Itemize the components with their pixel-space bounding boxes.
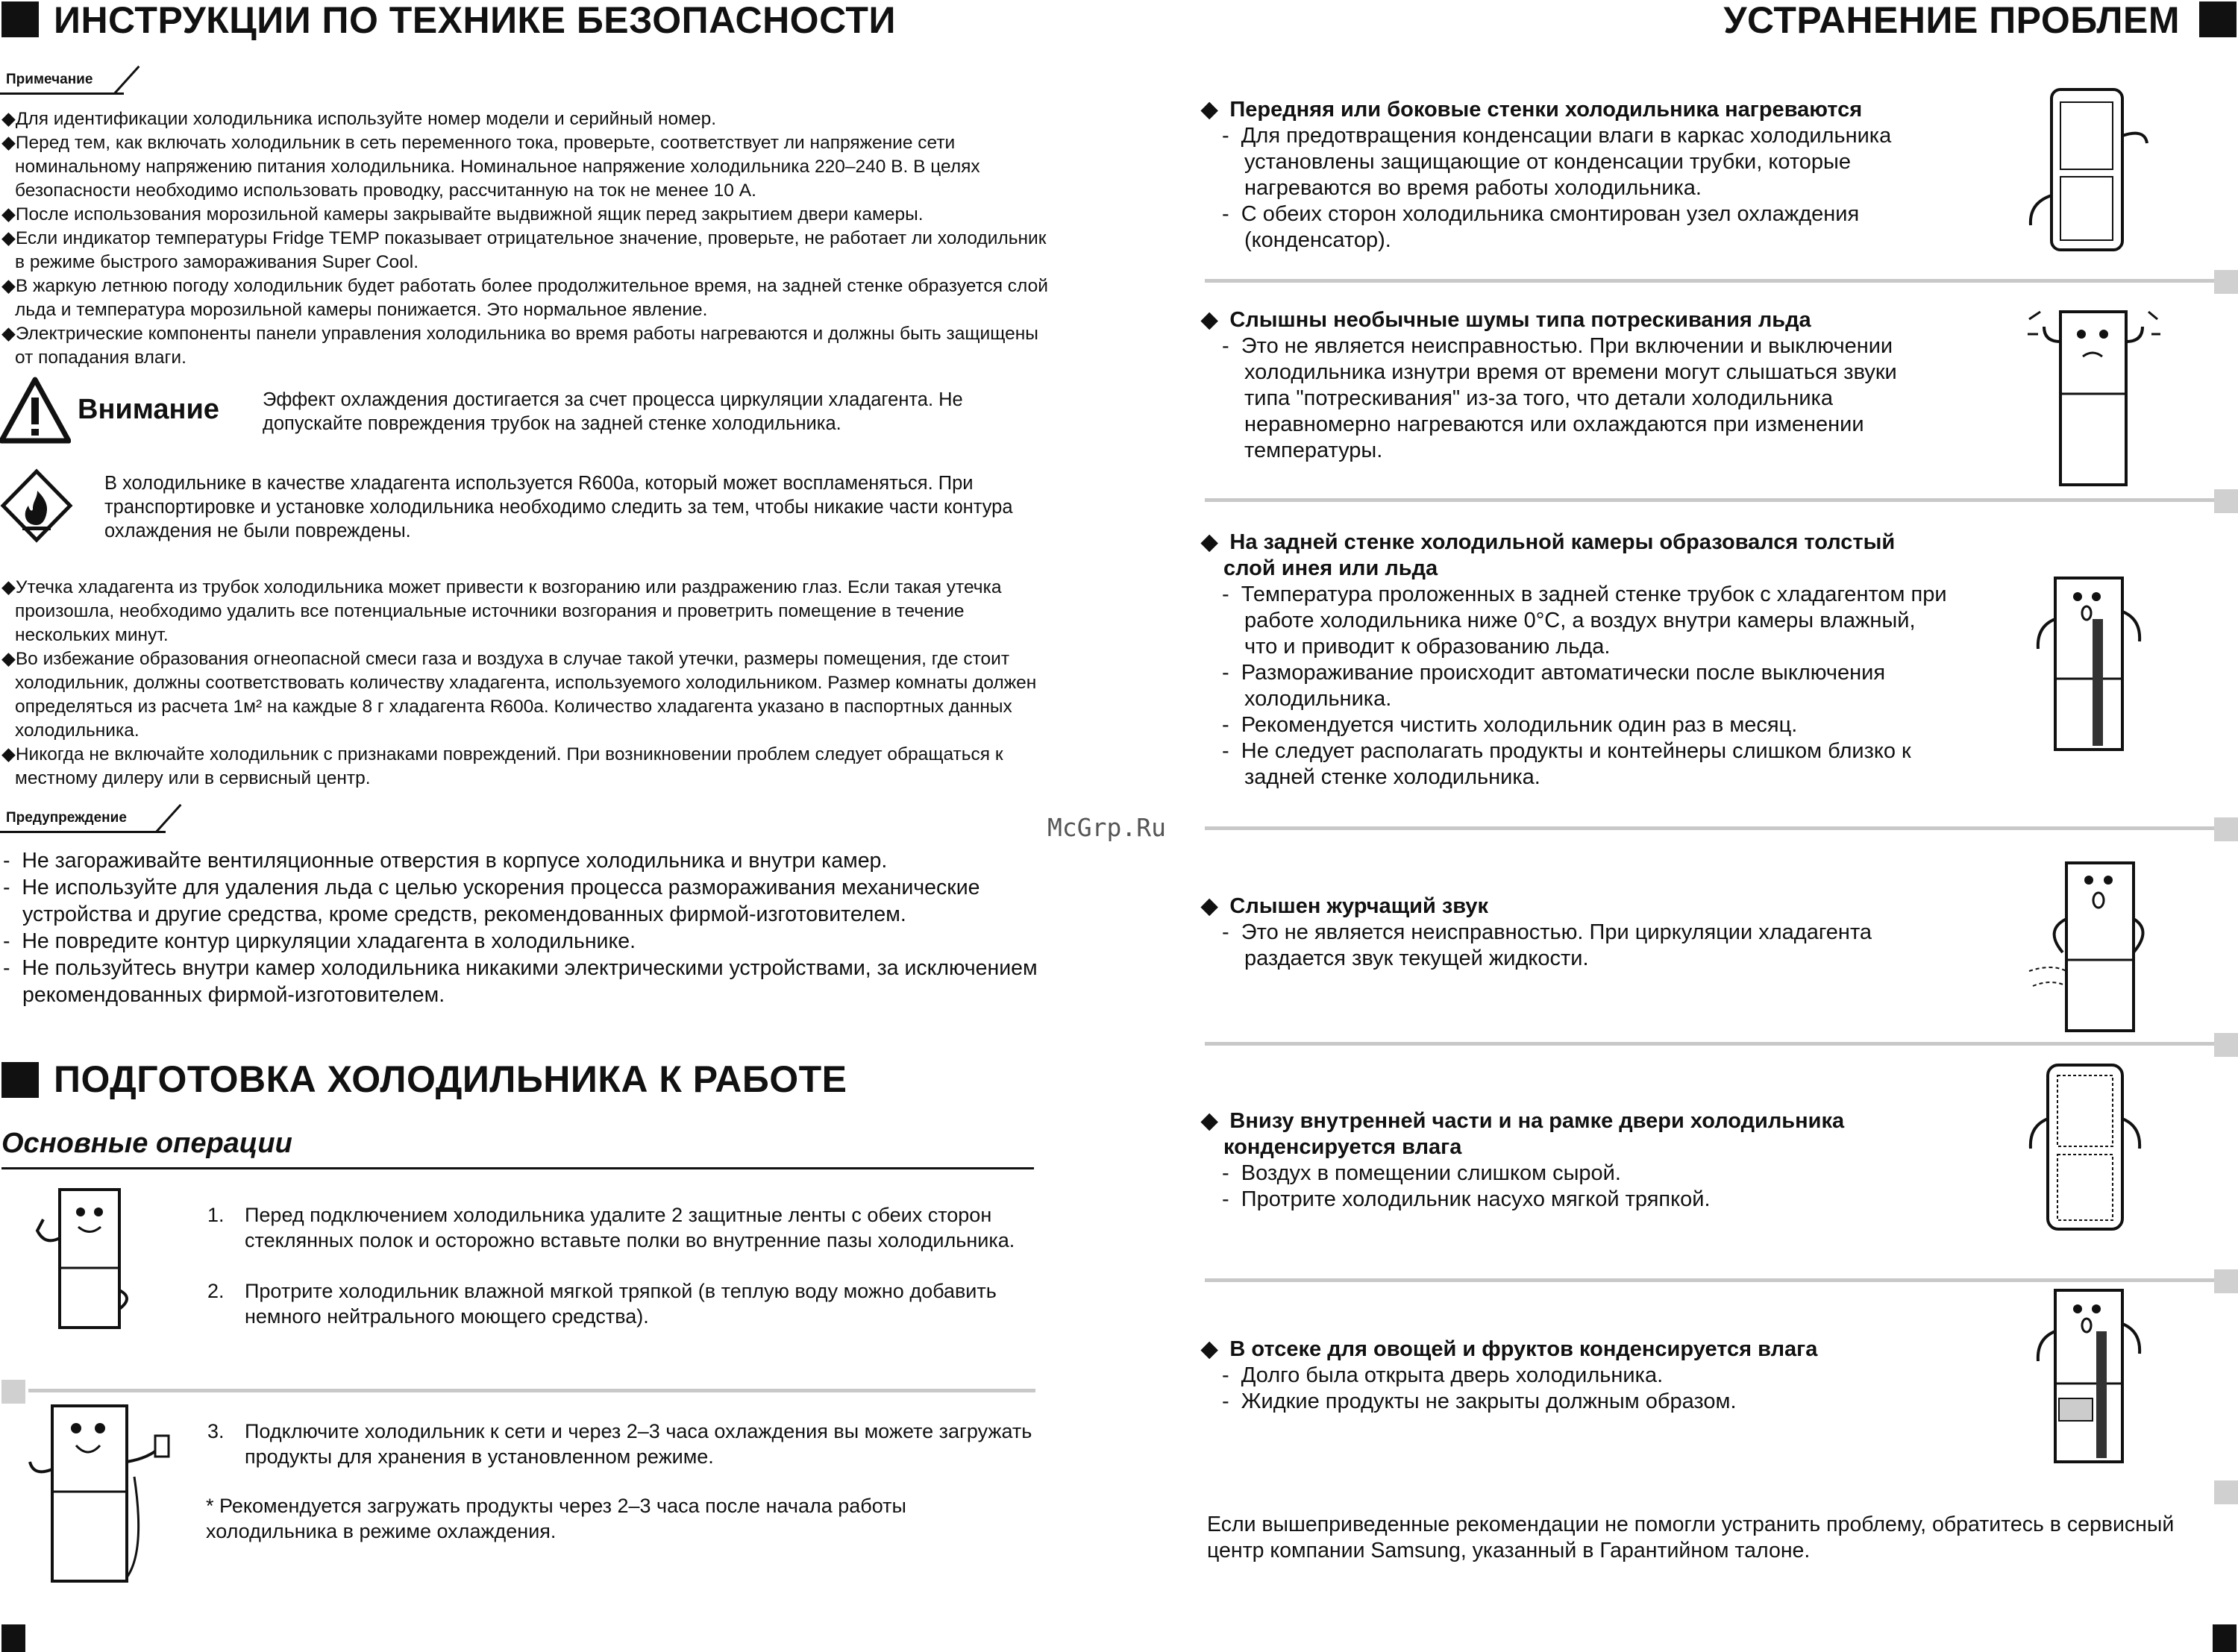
fridge-earplugs-icon [2014, 297, 2163, 491]
refrigerant-list [1, 576, 1061, 791]
note-item: ◆После использования морозильной камеры закрывайте выдвижной ящик перед закрытием двери камеры. [1, 204, 924, 224]
attention-text: Эффект охлаждения достигается за счет процесса циркуляции хладагента. Не допускайте повреждения трубок на задней стенке холодильника. [263, 389, 963, 434]
problem-line: - Рекомендуется чистить холодильник один раз в месяц. [1222, 713, 1798, 737]
closing-text: Если вышеприведенные рекомендации не помогли устранить проблему, обратитесь в сервисный центр компании Samsung, указанный в Гарантийном талоне. [1207, 1513, 2175, 1563]
refrigerant-item: ◆Утечка хладагента из трубок холодильника может привести к возгоранию или раздражению глаз. Если такая утечка произошла, необходимо удалить все потенциальные источники возгорания и проветрить помещение в течение нескольких минут. [1, 577, 1002, 645]
problem-block [1201, 893, 1947, 972]
problem-block [1201, 97, 1947, 254]
step-item: 3. Подключите холодильник к сети и через 2–3 часа охлаждения вы можете загружать продукты для хранения в установленном режиме. [207, 1420, 1032, 1468]
problem-line: - Долго была открыта дверь холодильника. [1222, 1363, 1664, 1387]
problem-divider [1205, 1278, 2216, 1282]
flammable-icon [0, 468, 73, 543]
page-marker [2214, 270, 2238, 294]
footnote: * Рекомендуется загружать продукты через 2–3 часа после начала работы холодильника в режиме охлаждения. [206, 1495, 906, 1542]
problem-line: - Протрите холодильник насухо мягкой тряпкой. [1222, 1187, 1711, 1211]
step-divider [28, 1389, 1035, 1392]
problem-block [1201, 530, 1947, 791]
steps-group-1 [207, 1202, 1058, 1329]
attention-label: Внимание [78, 394, 219, 425]
note-label: Примечание [0, 66, 124, 95]
problem-divider [1205, 279, 2216, 283]
problem-title: ◆ Слышен журчащий звук [1201, 894, 1489, 918]
refrigerant-item: ◆Во избежание образования огнеопасной смеси газа и воздуха в случае такой утечки, размеры помещения, где стоит холодильник, должны соответствовать количеству хладагента, используемого холодильником. Размер комнаты должен определяться из расчета 1м² на каждые 8 г хладагента R600a. Количество хладагента указано в паспортных данных холодильника. [1, 649, 1037, 741]
note-item: ◆Электрические компоненты панели управления холодильника во время работы нагреваются и должны быть защищены от попадания влаги. [1, 324, 1038, 368]
watermark: McGrp.Ru [1047, 813, 1166, 842]
page-marker [2214, 489, 2238, 513]
problem-block [1201, 307, 1947, 464]
problem-line: - Размораживание происходит автоматически после выключения холодильника. [1222, 661, 1886, 711]
page-marker [2214, 817, 2238, 841]
problem-divider [1205, 1042, 2216, 1046]
problem-block [1201, 1337, 1947, 1415]
steps-group-2 [207, 1419, 1058, 1469]
fridge-surprised-icon [2022, 574, 2156, 753]
problem-divider [1205, 826, 2216, 830]
section-marker [2199, 1, 2237, 37]
fridge-gurgle-icon [2022, 859, 2156, 1034]
problem-line: - Это не является неисправностью. При циркуляции хладагента раздается звук текущей жидкости. [1222, 920, 1872, 970]
problem-line: - С обеих сторон холодильника смонтирован узел охлаждения (конденсатор). [1222, 202, 1860, 252]
fridge-plug-icon [22, 1402, 172, 1589]
flammable-text: В холодильнике в качестве хладагента используется R600a, который может воспламеняться. При транспортировке и установке холодильника необходимо следить за тем, чтобы никакие части контура охлаждения не были повреждены. [104, 473, 1013, 541]
fridge-shrug-icon [2022, 84, 2156, 255]
warning-triangle-icon [0, 377, 71, 444]
note-item: ◆Перед тем, как включать холодильник в сеть переменного тока, проверьте, соответствует ли напряжение сети номинальному напряжению питания холодильника. Номинальное напряжение холодильника 220–240 В. В целях безопасности необходимо использовать проводку, рассчитанную на ток не менее 10 А. [1, 133, 980, 201]
troubleshooting-title: УСТРАНЕНИЕ ПРОБЛЕМ [1723, 0, 2180, 41]
fridge-open-icon [2014, 1059, 2156, 1234]
basic-ops-underline [1, 1167, 1034, 1169]
warning-item: - Не используйте для удаления льда с целью ускорения процесса размораживания механические устройства и другие средства, кроме средств, рекомендованных фирмой-изготовителем. [3, 876, 980, 926]
note-list [1, 107, 1061, 370]
note-item: ◆В жаркую летнюю погоду холодильник будет работать более продолжительное время, на задней стенке образуется слой льда и температура морозильной камеры понижается. Это нормальное явление. [1, 276, 1048, 320]
problem-block [1201, 1108, 1947, 1213]
problem-line: - Температура проложенных в задней стенке трубок с хладагентом при работе холодильника ниже 0°C, а воздух внутри камеры влажный, что и приводит к образованию льда. [1222, 582, 1947, 659]
note-item: ◆Если индикатор температуры Fridge TEMP показывает отрицательное значение, проверьте, не работает ли холодильник в режиме быстрого замораживания Super Cool. [1, 228, 1047, 272]
refrigerant-item: ◆Никогда не включайте холодильник с признаками повреждений. При возникновении проблем следует обращаться к местному дилеру или в сервисный центр. [1, 744, 1003, 788]
problem-title: ◆ На задней стенке холодильной камеры образовался толстый слой инея или льда [1201, 530, 1896, 580]
safety-title: ИНСТРУКЦИИ ПО ТЕХНИКЕ БЕЗОПАСНОСТИ [54, 0, 896, 41]
section-marker [1, 1, 39, 37]
prep-title: ПОДГОТОВКА ХОЛОДИЛЬНИКА К РАБОТЕ [54, 1058, 847, 1100]
note-item: ◆Для идентификации холодильника используйте номер модели и серийный номер. [1, 109, 717, 129]
problem-line: - Воздух в помещении слишком сырой. [1222, 1161, 1621, 1185]
fridge-vegetable-icon [2022, 1287, 2156, 1466]
warning-item: - Не повредите контур циркуляции хладагента в холодильнике. [3, 929, 636, 953]
problem-title: ◆ В отсеке для овощей и фруктов конденсируется влага [1201, 1337, 1818, 1361]
page-marker [2214, 1480, 2238, 1504]
warning-item: - Не загораживайте вентиляционные отверстия в корпусе холодильника и внутри камер. [3, 849, 888, 873]
problem-line: - Для предотвращения конденсации влаги в каркас холодильника установлены защищающие от конденсации трубки, которые нагреваются во время работы холодильника. [1222, 124, 1892, 200]
problem-title: ◆ Передняя или боковые стенки холодильника нагреваются [1201, 98, 1863, 122]
page-marker [2214, 1033, 2238, 1057]
section-marker [1, 1062, 39, 1098]
fridge-thumbsup-icon [30, 1186, 142, 1335]
problem-title: ◆ Внизу внутренней части и на рамке двери холодильника конденсируется влага [1201, 1109, 1845, 1159]
warning-item: - Не пользуйтесь внутри камер холодильника никакими электрическими устройствами, за исключением рекомендованных фирмой-изготовителем. [3, 956, 1038, 1007]
step-item: 1. Перед подключением холодильника удалите 2 защитные ленты с обеих сторон стеклянных полок и осторожно вставьте полки во внутренние пазы холодильника. [207, 1204, 1015, 1251]
problem-line: - Жидкие продукты не закрыты должным образом. [1222, 1389, 1737, 1413]
page-marker [1, 1380, 25, 1404]
step-item: 2. Протрите холодильник влажной мягкой тряпкой (в теплую воду можно добавить немного нейтрального моющего средства). [207, 1280, 997, 1328]
problem-title: ◆ Слышны необычные шумы типа потрескивания льда [1201, 308, 1811, 332]
warning-label: Предупреждение [0, 804, 166, 833]
problem-line: - Не следует располагать продукты и контейнеры слишком близко к задней стенке холодильника. [1222, 739, 1911, 789]
problem-line: - Это не является неисправностью. При включении и выключении холодильника изнутри время от времени могут слышаться звуки типа "потрескивания" из-за того, что детали холодильника неравномерно нагреваются или охлаждаются при изменении температуры. [1222, 334, 1897, 462]
page-corner-marker [1, 1624, 25, 1652]
warning-list [3, 847, 1047, 1008]
page-marker [2214, 1269, 2238, 1293]
page-corner-marker [2213, 1624, 2237, 1652]
problem-divider [1205, 498, 2216, 502]
basic-ops-title: Основные операции [1, 1128, 292, 1159]
